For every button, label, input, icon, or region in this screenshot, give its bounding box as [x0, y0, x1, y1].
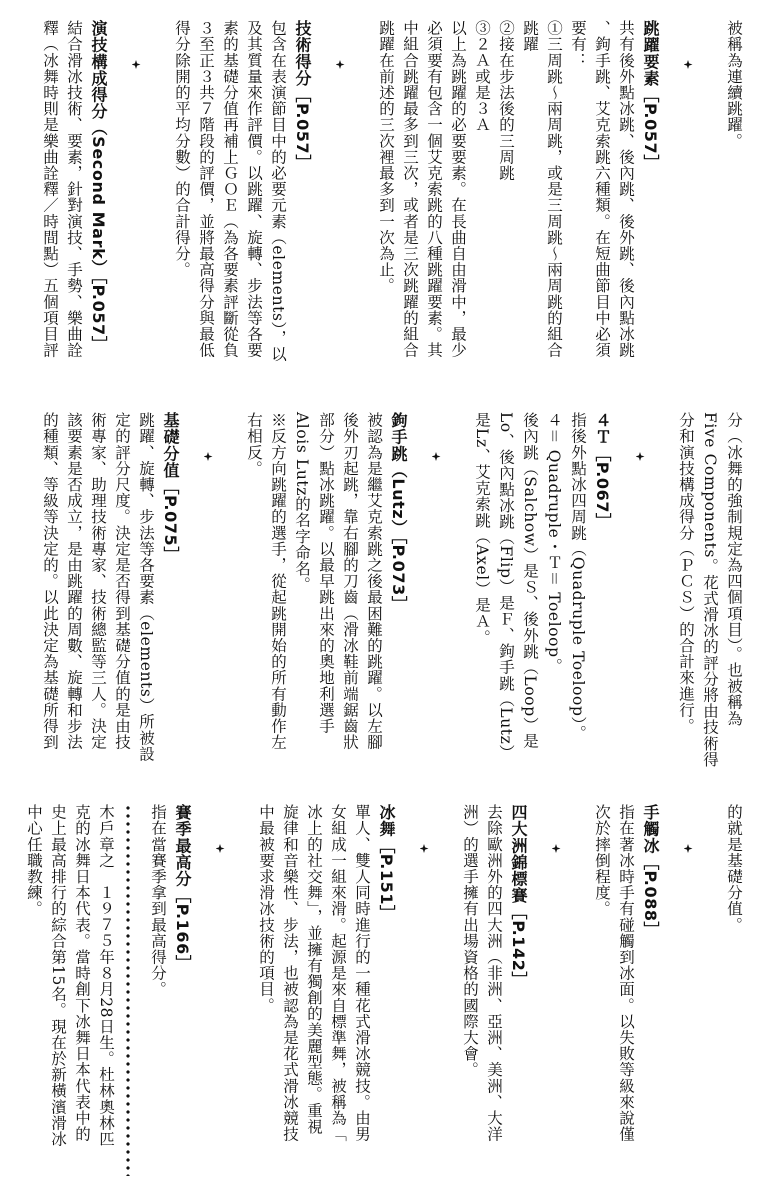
- entry-body-line: 包含在表演節目中的必要元素（elements），以: [269, 20, 287, 363]
- entry-body-line: 部分）點冰跳躍。以最早跳出來的奧地利選手: [317, 412, 335, 734]
- entry-body-line: 定的評分尺度。決定是否得到基礎分值的是由技: [113, 412, 131, 751]
- entry-body-line: 單人、雙人同時進行的一種花式滑冰競技。由男: [353, 804, 371, 1143]
- entry-body-line: 被認為是繼艾克索跳之後最困難的跳躍。以左腳: [365, 412, 383, 751]
- sparkle-divider-icon: [110, 20, 162, 392]
- entry-hand-touch: [590, 804, 662, 1176]
- entry-body-line: 、鉤手跳、艾克索跳六種類。在短曲節目中必須: [593, 20, 611, 359]
- entry-heading: ４Ｔ［P.067］: [593, 412, 612, 530]
- sparkle-divider-icon: [410, 412, 462, 784]
- entry-body-line: 必須要有包含一個艾克索跳的八種跳躍要素。其: [425, 20, 443, 359]
- entry-jump-elements: [374, 20, 662, 392]
- sparkle-divider-icon: [662, 20, 714, 392]
- entry-body-line: 該要素是否成立，是由跳躍的周數、旋轉和步法: [65, 412, 83, 751]
- entry-body-line: 及其質量來作評價。以跳躍、旋轉、步法等各要: [245, 20, 263, 359]
- entry-body-line: 冰上的社交舞」，並擁有獨創的美麗型態。重視: [305, 804, 323, 1135]
- entry-body-line: 結合滑冰技術、要素，針對演技、手勢、樂曲詮: [65, 20, 83, 359]
- entry-body-line: 的就是基礎分值。: [725, 804, 743, 933]
- entry-technical-score: [170, 20, 314, 392]
- entry-base-value-continuation: [722, 804, 746, 1176]
- entry-body-line: 指在當賽季拿到最高得分。: [149, 804, 167, 998]
- entry-body-line: ①三周跳～兩周跳，或是三周跳～兩周跳的組合: [545, 20, 563, 359]
- entry-4t: [470, 412, 614, 784]
- entry-body-line: 跳躍、旋轉、步法等各要素（elements）所被設: [137, 412, 155, 762]
- entry-body-line: ４＝ Quadruple・Ｔ＝ Toeloop。: [545, 412, 563, 674]
- entry-ice-dance: [254, 804, 398, 1176]
- entry-body-line: Alois Lutz的名字命名。: [293, 412, 311, 593]
- entry-body-line: 分（冰舞的強制規定為四個項目）。也被稱為: [725, 412, 743, 727]
- glossary-band-3: [25, 804, 746, 1176]
- glossary-band-2: [34, 412, 746, 784]
- entry-base-value: [38, 412, 182, 784]
- sparkle-divider-icon: [194, 804, 246, 1176]
- entry-body-line: 術專家、助理技術專家、技術總監等三人。決定: [89, 412, 107, 751]
- entry-heading: 基礎分值［P.075］: [161, 412, 180, 563]
- entry-intro-continuation: [722, 20, 746, 392]
- entry-body-line: 次於摔倒程度。: [593, 804, 611, 917]
- entry-heading: 賽季最高分［P.166］: [173, 804, 192, 972]
- entry-body-line: 是Lz、艾克索跳（Axel）是Ａ。: [473, 412, 491, 646]
- glossary-band-1: [34, 20, 746, 392]
- sparkle-divider-icon: [614, 412, 666, 784]
- entry-body-line: 跳躍: [521, 20, 539, 53]
- entry-body-line: 指在著冰時手有碰觸到冰面。以失敗等級來說僅: [617, 804, 635, 1143]
- sparkle-divider-icon: [398, 804, 450, 1176]
- entry-body-line: 以上為跳躍的必要要素。在長曲自由滑中，最少: [449, 20, 467, 359]
- entry-body-line: ３至正３共７階段的評價，並將最高得分與最低: [197, 20, 215, 359]
- entry-body-line: ②接在步法後的三周跳: [497, 20, 515, 181]
- entry-body-line: 要有：: [569, 20, 587, 69]
- sparkle-divider-icon: [530, 804, 582, 1176]
- entry-heading: 技術得分［P.057］: [293, 20, 312, 171]
- entry-body-line: 木戶章之 １９７５年８月28日生。杜林奧林匹: [97, 804, 115, 1147]
- entry-body-line: 中心任職教練。: [25, 804, 43, 917]
- entry-lutz: [242, 412, 410, 784]
- entry-body-line: 史上最高排行的綜合第15名。現在於新橫濱滑冰: [49, 804, 67, 1147]
- entry-body-line: 被稱為連續跳躍。: [725, 20, 743, 149]
- dotted-divider: [118, 804, 138, 1176]
- entry-body-line: 共有後外點冰跳、後內跳、後外跳、後內點冰跳: [617, 20, 635, 359]
- entry-body-line: 後外刃起跳，靠右腳的刀齒（滑冰鞋前端鋸齒狀: [341, 412, 359, 751]
- entry-body-line: 去除歐洲外的四大洲（非洲、亞洲、美洲、大洋: [485, 804, 503, 1143]
- entry-four-continents: [458, 804, 530, 1176]
- entry-body-line: 中最被要求滑冰技術的項目。: [257, 804, 275, 1014]
- entry-heading: 跳躍要素［P.057］: [641, 20, 660, 171]
- entry-body-line: 的種類、等級等決定的。以此決定為基礎所得到: [41, 412, 59, 751]
- entry-heading: 鉤手跳（Lutz）［P.073］: [389, 412, 408, 613]
- entry-heading: 四大洲錦標賽［P.142］: [509, 804, 528, 989]
- entry-body-line: 跳躍在前述的三次裡最多到一次為止。: [377, 20, 395, 294]
- entry-body-line: 右相反。: [245, 412, 263, 477]
- entry-body-line: Lo、後內點冰跳（Flip）是Ｆ、鉤手跳（Lutz）: [497, 412, 515, 761]
- entry-program-components-continuation: [674, 412, 746, 784]
- entry-body-line: 分和演技構成得分（ＰＣＳ）的合計來進行。: [677, 412, 695, 734]
- sparkle-divider-icon: [314, 20, 366, 392]
- entry-body-line: 釋（冰舞時則是樂曲詮釋／時間點）五個項目評: [41, 20, 59, 359]
- entry-body-line: 後內跳（Salchow）是Ｓ、後外跳（Loop）是: [521, 412, 539, 749]
- entry-season-best: [146, 804, 194, 1176]
- entry-heading: 手觸冰［P.088］: [641, 804, 660, 939]
- entry-heading: 演技構成得分（Second Mark）［P.057］: [89, 20, 108, 353]
- entry-body-line: 洲）的選手擁有出場資格的國際大會。: [461, 804, 479, 1078]
- entry-body-line: ※反方向跳躍的選手，從起跳開始的所有動作左: [269, 412, 287, 751]
- entry-heading: 冰舞［P.151］: [377, 804, 396, 922]
- sparkle-divider-icon: [662, 804, 714, 1176]
- entry-program-components: [38, 20, 110, 392]
- entry-body-line: 克的冰舞日本代表。當時創下冰舞日本代表中的: [73, 804, 91, 1143]
- entry-body-line: Five Components。花式滑冰的評分將由技術得: [701, 412, 719, 768]
- entry-body-line: 女組成一組來滑。起源是來自標準舞，被稱為「: [329, 804, 347, 1143]
- entry-body-line: 中組合跳躍最多到三次，或者是三次跳躍的組合: [401, 20, 419, 359]
- entry-profile-kido: [22, 804, 118, 1176]
- entry-body-line: 得分除開的平均分數）的合計得分。: [173, 20, 191, 278]
- entry-body-line: ③２Ａ或是３Ａ: [473, 20, 491, 133]
- entry-body-line: 素的基礎分值再補上ＧＯＥ（為各要素評斷從負: [221, 20, 239, 359]
- sparkle-divider-icon: [182, 412, 234, 784]
- entry-body-line: 旋律和音樂性、步法，也被認為是花式滑冰競技: [281, 804, 299, 1143]
- entry-body-line: 指後外點冰四周跳（Quadruple Toeloop）。: [569, 412, 587, 741]
